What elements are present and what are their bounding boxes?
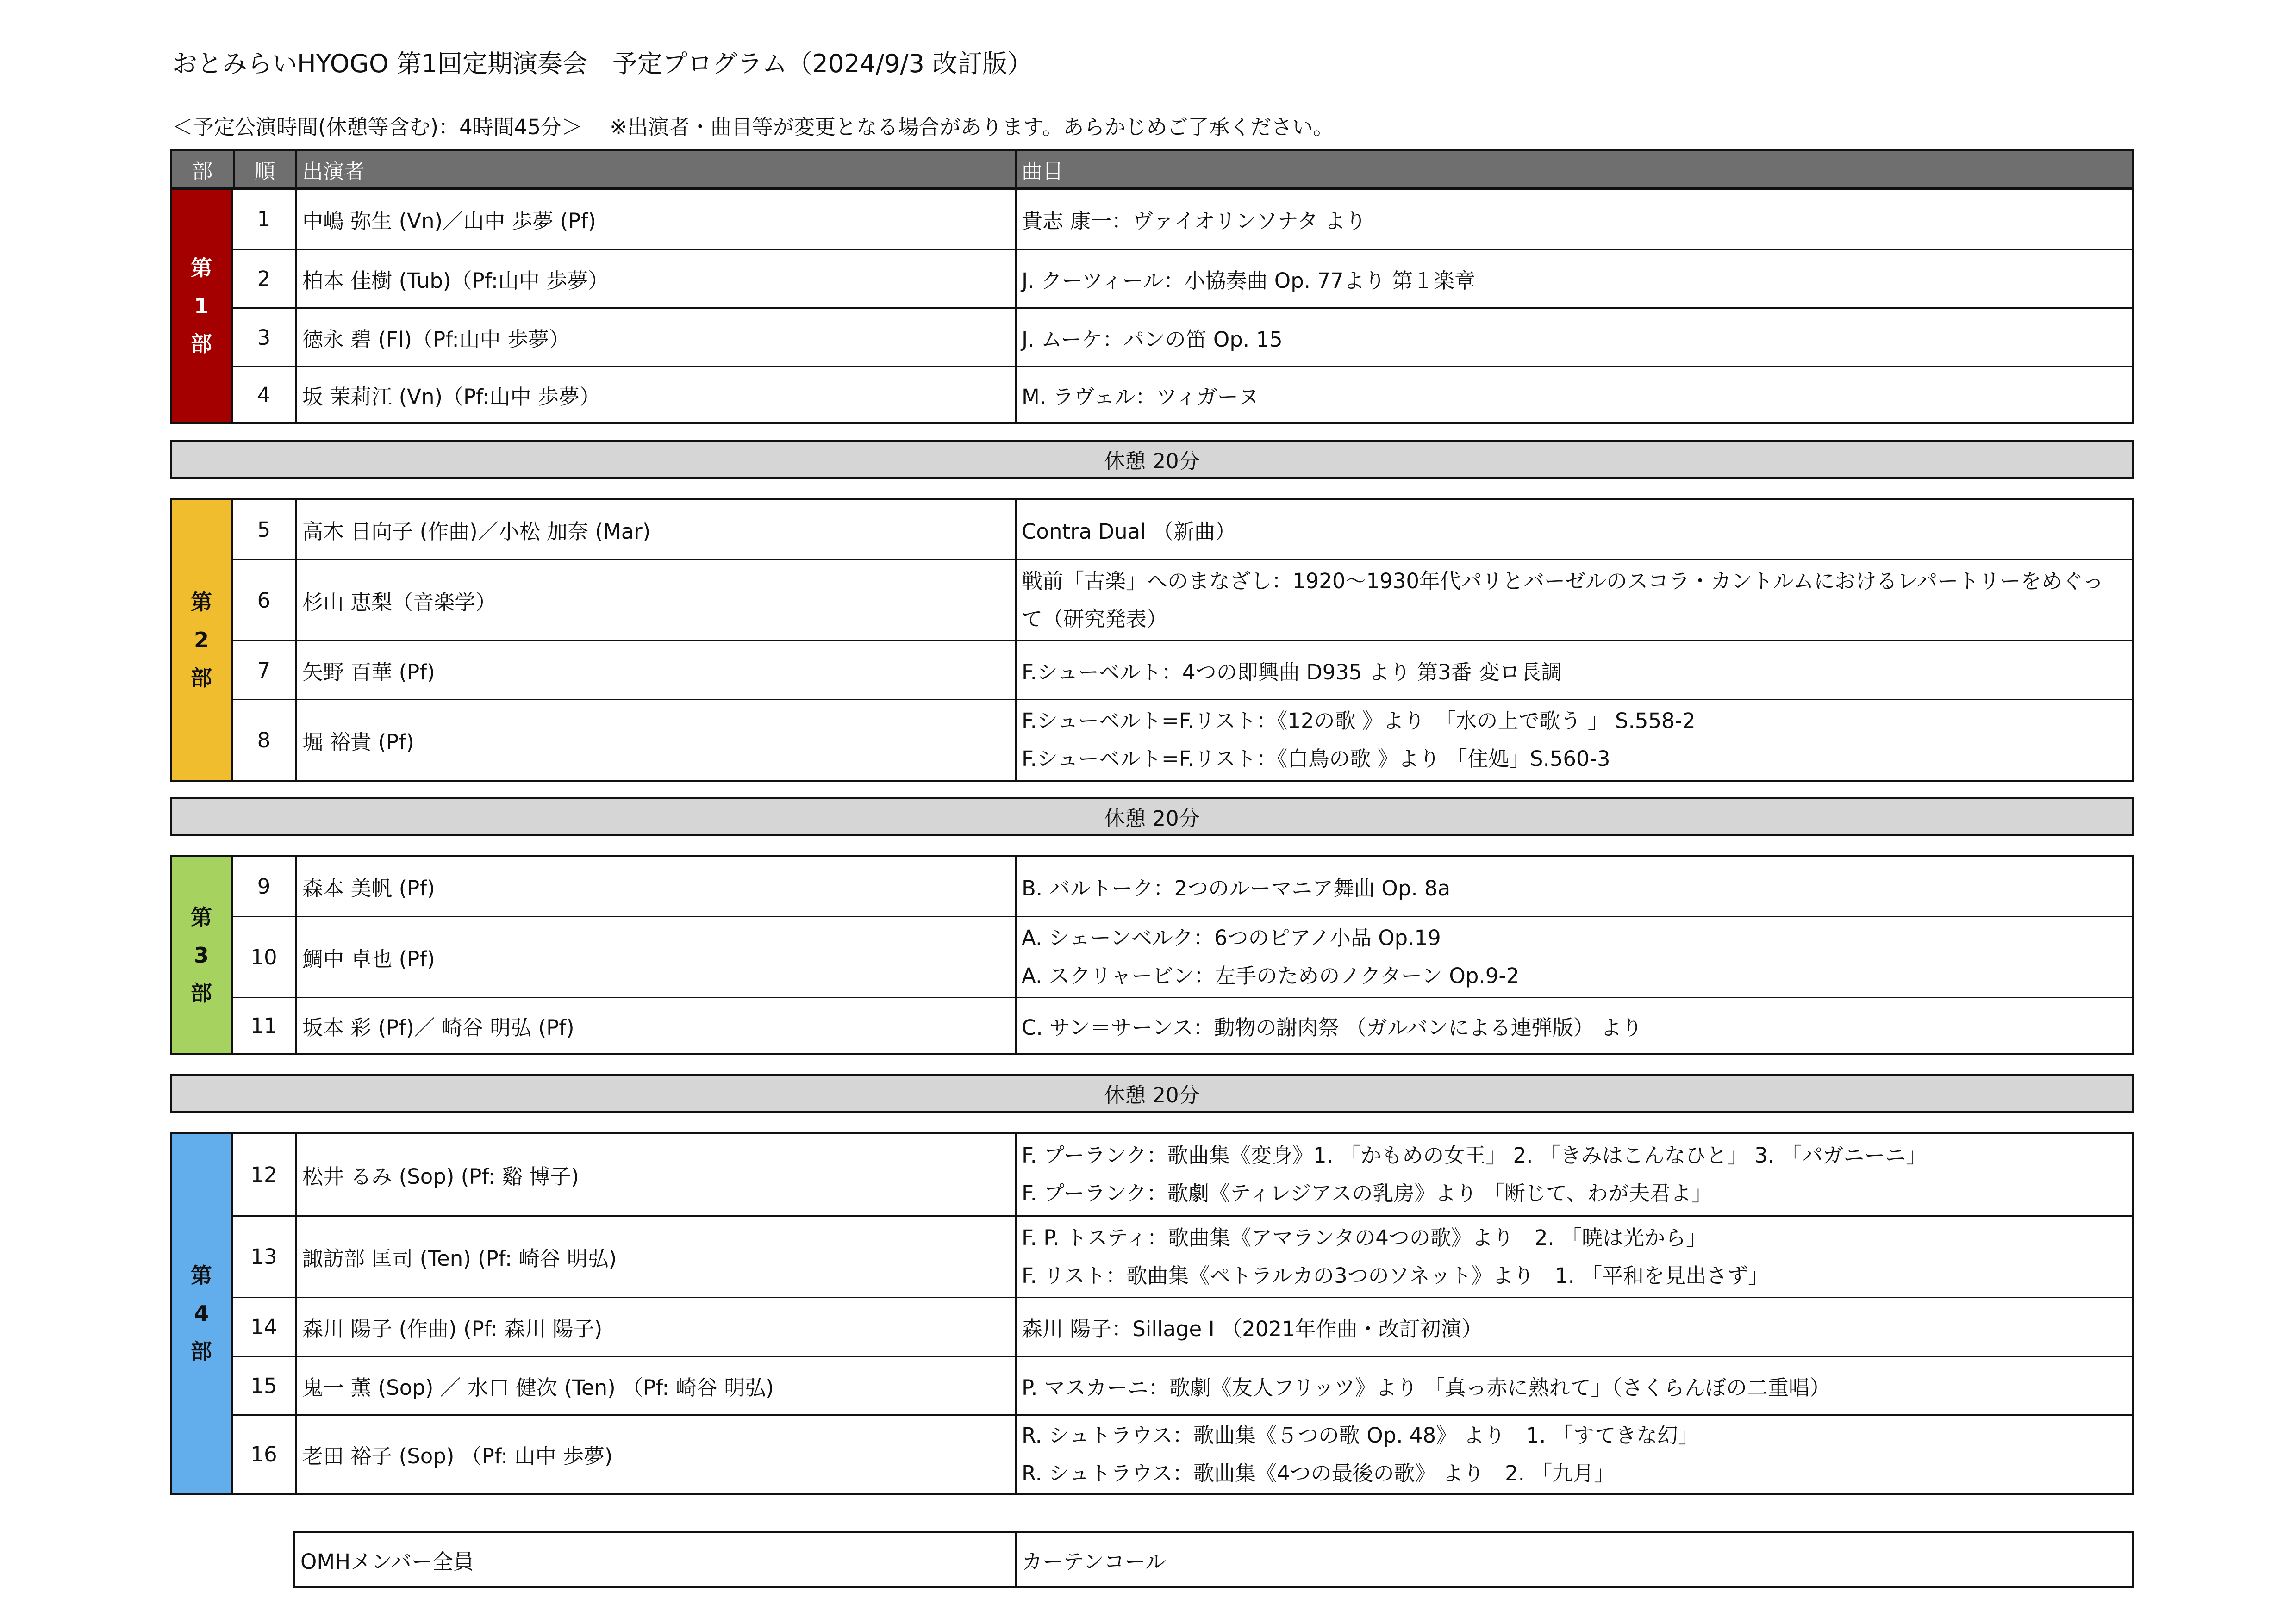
curtain-piece: カーテンコール (1015, 1533, 2132, 1586)
table-row (233, 500, 2132, 559)
header-part: 部 (192, 159, 213, 184)
table-header (170, 149, 2134, 189)
part-2-block (170, 498, 2134, 782)
row-performer: 堀 裕貴 (Pf) (295, 700, 1015, 780)
table-row (233, 366, 2132, 422)
row-piece: J. ムーケ：パンの笛 Op. 15 (1015, 309, 2132, 366)
header-order: 順 (233, 151, 295, 187)
row-piece: R. シュトラウス：歌曲集《５つの歌 Op. 48》 より 1. 「すてきな幻」 R. シュトラウス：歌曲集《4つの最後の歌》 より 2. 「九月」 (1015, 1416, 2132, 1493)
row-piece: F. プーランク：歌曲集《変身》1. 「かもめの女王」 2. 「きみはこんなひと」 3. 「パガニーニ」 F. プーランク：歌劇《ティレジアスの乳房》より 「断じて、わが夫君よ」 (1015, 1134, 2132, 1215)
intermission-bar: 休憩 20分 (170, 440, 2134, 479)
table-row (233, 1215, 2132, 1297)
row-performer: 杉山 恵梨（音楽学） (295, 560, 1015, 640)
row-performer: 鯛中 卓也 (Pf) (295, 917, 1015, 997)
table-row (233, 997, 2132, 1053)
row-piece: B. バルトーク：2つのルーマニア舞曲 Op. 8a (1015, 857, 2132, 916)
row-piece: 戦前「古楽」へのまなざし：1920〜1930年代パリとバーゼルのスコラ・カントルムにおけるレパートリーをめぐって（研究発表） (1015, 560, 2132, 640)
row-piece: 貴志 康一：ヴァイオリンソナタ より (1015, 190, 2132, 249)
row-piece: A. シェーンベルク：6つのピアノ小品 Op.19 A. スクリャービン：左手のためのノクターン Op.9-2 (1015, 917, 2132, 997)
row-number: 6 (257, 588, 271, 613)
part-2-label: 第 2 部 (172, 500, 233, 780)
row-performer: 松井 るみ (Sop) (Pf: 谿 博子) (295, 1134, 1015, 1215)
row-piece: C. サン＝サーンス：動物の謝肉祭 （ガルバンによる連弾版） より (1015, 998, 2132, 1053)
row-number: 7 (257, 658, 271, 683)
row-number: 5 (257, 517, 271, 542)
row-number: 9 (257, 874, 271, 899)
row-number: 15 (250, 1373, 277, 1398)
row-performer: 森本 美帆 (Pf) (295, 857, 1015, 916)
row-performer: 矢野 百華 (Pf) (295, 641, 1015, 699)
table-row (233, 559, 2132, 640)
row-number: 10 (250, 945, 277, 970)
table-row (233, 857, 2132, 916)
header-performer: 出演者 (295, 151, 1015, 187)
row-number: 12 (250, 1162, 277, 1187)
row-performer: 中嶋 弥生 (Vn)／山中 歩夢 (Pf) (295, 190, 1015, 249)
table-row (233, 249, 2132, 307)
row-performer: 鬼一 薫 (Sop) ／ 水口 健次 (Ten) （Pf: 崎谷 明弘) (295, 1357, 1015, 1414)
row-piece: F.シューベルト：4つの即興曲 D935 より 第3番 変ロ長調 (1015, 641, 2132, 699)
part-4-block (170, 1132, 2134, 1495)
part-4-label: 第 4 部 (172, 1134, 233, 1493)
row-piece: Contra Dual （新曲） (1015, 500, 2132, 559)
table-row (233, 1297, 2132, 1356)
table-row (233, 1134, 2132, 1215)
table-row (233, 1356, 2132, 1414)
row-performer: 森川 陽子 (作曲) (Pf: 森川 陽子) (295, 1298, 1015, 1356)
row-number: 8 (257, 728, 271, 752)
row-performer: 柏本 佳樹 (Tub)（Pf:山中 歩夢） (295, 250, 1015, 307)
row-performer: 老田 裕子 (Sop) （Pf: 山中 歩夢) (295, 1416, 1015, 1493)
curtain-performer: OMHメンバー全員 (300, 1549, 474, 1574)
row-number: 13 (250, 1244, 277, 1269)
table-row (233, 640, 2132, 699)
row-number: 16 (250, 1442, 277, 1467)
table-row (233, 307, 2132, 366)
row-number: 14 (250, 1314, 277, 1339)
row-number: 4 (257, 382, 271, 407)
row-piece: J. クーツィール：小協奏曲 Op. 77より 第１楽章 (1015, 250, 2132, 307)
row-piece: 森川 陽子：Sillage I （2021年作曲・改訂初演） (1015, 1298, 2132, 1356)
row-number: 2 (257, 266, 271, 291)
part-3-block (170, 855, 2134, 1055)
part-1-label: 第 1 部 (172, 190, 233, 422)
row-piece: P. マスカーニ：歌劇《友人フリッツ》より 「真っ赤に熟れて」（さくらんぼの二重唱） (1015, 1357, 2132, 1414)
header-piece: 曲目 (1015, 151, 2132, 187)
table-row (233, 1414, 2132, 1493)
row-number: 3 (257, 325, 271, 350)
intermission-bar: 休憩 20分 (170, 1074, 2134, 1113)
row-performer: 坂 茉莉江 (Vn)（Pf:山中 歩夢） (295, 367, 1015, 422)
row-performer: 諏訪部 匡司 (Ten) (Pf: 崎谷 明弘) (295, 1217, 1015, 1297)
row-piece: M. ラヴェル：ツィガーヌ (1015, 367, 2132, 422)
row-performer: 坂本 彩 (Pf)／ 崎谷 明弘 (Pf) (295, 998, 1015, 1053)
page-title: おとみらいHYOGO 第1回定期演奏会 予定プログラム（2024/9/3 改訂版） (172, 49, 1033, 78)
intermission-bar: 休憩 20分 (170, 797, 2134, 836)
table-row (233, 699, 2132, 780)
part-3-label: 第 3 部 (172, 857, 233, 1053)
schedule-note: ＜予定公演時間(休憩等含む)：4時間45分＞ ※出演者・曲目等が変更となる場合があります。あらかじめご了承ください。 (172, 115, 1334, 139)
part-1-block (170, 188, 2134, 424)
row-piece: F. P. トスティ：歌曲集《アマランタの4つの歌》より 2. 「暁は光から」 F. リスト：歌曲集《ペトラルカの3つのソネット》より 1. 「平和を見出さず」 (1015, 1217, 2132, 1297)
row-number: 1 (257, 207, 271, 231)
table-row (233, 916, 2132, 997)
row-performer: 高木 日向子 (作曲)／小松 加奈 (Mar) (295, 500, 1015, 559)
row-piece: F.シューベルト=F.リスト：《12の歌 》より 「水の上で歌う 」 S.558-2 F.シューベルト=F.リスト：《白鳥の歌 》より 「住処」S.560-3 (1015, 700, 2132, 780)
row-performer: 徳永 碧 (Fl)（Pf:山中 歩夢） (295, 309, 1015, 366)
curtain-call-row (293, 1531, 2134, 1588)
table-row (233, 190, 2132, 249)
row-number: 11 (250, 1013, 277, 1038)
